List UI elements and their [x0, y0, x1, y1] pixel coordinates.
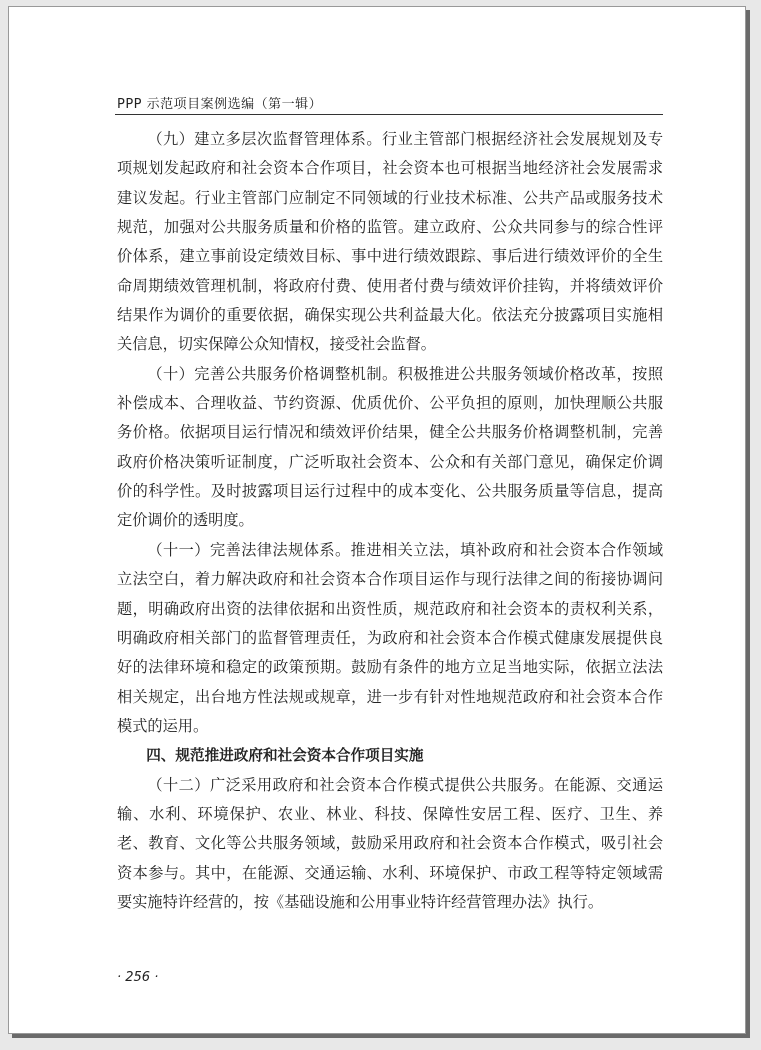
section-heading: 四、规范推进政府和社会资本合作项目实施	[146, 747, 424, 765]
document-page	[8, 6, 746, 1034]
paragraph-11: （十一）完善法律法规体系。推进相关立法，填补政府和社会资本合作领域立法空白，着力解决政府和社会资本合作项目运作与现行法律之间的衔接协调问题，明确政府出资的法律依据和出资性质，规范政府和社会资本的责权利关系，明确政府相关部门的监督管理责任，为政府和社会资本合作模式健康发展提供良好的法律环境和稳定的政策预期。鼓励有条件的地方立足当地实际，依据立法法相关规定，出台地方性法规或规章，进一步有针对性地规范政府和社会资本合作模式的运用。	[117, 540, 663, 735]
page-number: · 256 ·	[117, 970, 159, 985]
header-rule	[115, 114, 663, 115]
body-text	[117, 125, 663, 917]
running-header: PPP 示范项目案例选编（第一辑）	[117, 97, 323, 112]
paragraph-10: （十）完善公共服务价格调整机制。积极推进公共服务领域价格改革，按照补偿成本、合理收益、节约资源、优质优价、公平负担的原则，加快理顺公共服务价格。依据项目运行情况和绩效评价结果，健全公共服务价格调整机制，完善政府价格决策听证制度，广泛听取社会资本、公众和有关部门意见，确保定价调价的科学性。及时披露项目运行过程中的成本变化、公共服务质量等信息，提高定价调价的透明度。	[117, 364, 663, 530]
paragraph-9: （九）建立多层次监督管理体系。行业主管部门根据经济社会发展规划及专项规划发起政府和社会资本合作项目，社会资本也可根据当地经济社会发展需求建议发起。行业主管部门应制定不同领域的行业技术标准、公共产品或服务技术规范，加强对公共服务质量和价格的监管。建立政府、公众共同参与的综合性评价体系，建立事前设定绩效目标、事中进行绩效跟踪、事后进行绩效评价的全生命周期绩效管理机制，将政府付费、使用者付费与绩效评价挂钩，并将绩效评价结果作为调价的重要依据，确保实现公共利益最大化。依法充分披露项目实施相关信息，切实保障公众知情权，接受社会监督。	[117, 130, 663, 354]
paragraph-12: （十二）广泛采用政府和社会资本合作模式提供公共服务。在能源、交通运输、水利、环境保护、农业、林业、科技、保障性安居工程、医疗、卫生、养老、教育、文化等公共服务领域，鼓励采用政府和社会资本合作模式，吸引社会资本参与。其中，在能源、交通运输、水利、环境保护、市政工程等特定领域需要实施特许经营的，按《基础设施和公用事业特许经营管理办法》执行。	[117, 775, 663, 911]
